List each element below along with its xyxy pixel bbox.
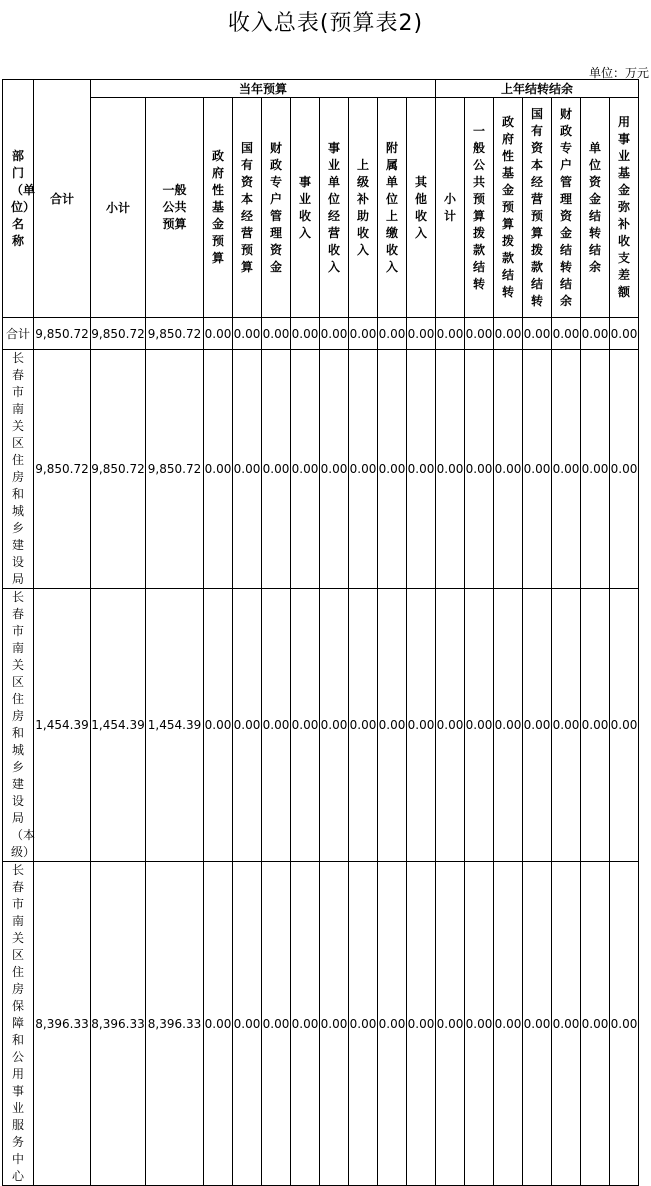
cell-value: 0.00 xyxy=(494,318,523,350)
cell-value: 0.00 xyxy=(436,862,465,1186)
header-last-subtotal: 小计 xyxy=(436,98,465,318)
header-dept: 部门（单位）名称 xyxy=(3,80,34,318)
cell-value: 0.00 xyxy=(233,318,262,350)
header-unit-fund-carry: 单位资金结转结余 xyxy=(581,98,610,318)
cell-value: 9,850.72 xyxy=(146,350,204,589)
cell-value: 1,454.39 xyxy=(34,589,91,862)
cell-value: 0.00 xyxy=(581,862,610,1186)
header-gov-fund: 政府性基金预算 xyxy=(204,98,233,318)
cell-value: 8,396.33 xyxy=(146,862,204,1186)
cell-value: 0.00 xyxy=(349,589,378,862)
cell-value: 0.00 xyxy=(494,350,523,589)
header-total: 合计 xyxy=(34,80,91,318)
cell-value: 0.00 xyxy=(320,862,349,1186)
group-current-year: 当年预算 xyxy=(91,80,436,98)
cell-value: 8,396.33 xyxy=(34,862,91,1186)
cell-value: 0.00 xyxy=(349,318,378,350)
table-row xyxy=(3,350,639,589)
row-dept-name: 长春市南关区住房和城乡建设局（本级） xyxy=(3,589,34,862)
income-summary-table xyxy=(2,79,639,1186)
cell-value: 9,850.72 xyxy=(91,318,146,350)
cell-value: 0.00 xyxy=(233,589,262,862)
cell-value: 0.00 xyxy=(581,350,610,589)
header-general-carry: 一般公共预算拨款结转 xyxy=(465,98,494,318)
cell-value: 0.00 xyxy=(291,589,320,862)
cell-value: 0.00 xyxy=(320,350,349,589)
cell-value: 0.00 xyxy=(610,862,639,1186)
header-subordinate-income: 附属单位上缴收入 xyxy=(378,98,407,318)
cell-value: 0.00 xyxy=(552,318,581,350)
cell-value: 0.00 xyxy=(262,318,291,350)
cell-value: 0.00 xyxy=(523,862,552,1186)
cell-value: 1,454.39 xyxy=(146,589,204,862)
cell-value: 0.00 xyxy=(465,318,494,350)
cell-value: 0.00 xyxy=(378,318,407,350)
cell-value: 0.00 xyxy=(494,862,523,1186)
header-fiscal-special-carry: 财政专户管理资金结转结余 xyxy=(552,98,581,318)
header-current-subtotal: 小计 xyxy=(91,98,146,318)
page-title: 收入总表(预算表2) xyxy=(227,11,424,36)
cell-value: 0.00 xyxy=(378,589,407,862)
cell-value: 0.00 xyxy=(291,318,320,350)
table-row xyxy=(3,318,639,350)
cell-value: 0.00 xyxy=(552,350,581,589)
cell-value: 0.00 xyxy=(436,318,465,350)
cell-value: 0.00 xyxy=(494,589,523,862)
cell-value: 0.00 xyxy=(378,350,407,589)
cell-value: 0.00 xyxy=(465,862,494,1186)
cell-value: 8,396.33 xyxy=(91,862,146,1186)
cell-value: 0.00 xyxy=(465,589,494,862)
cell-value: 0.00 xyxy=(523,318,552,350)
row-dept-name: 合计 xyxy=(3,318,34,350)
cell-value: 0.00 xyxy=(262,350,291,589)
header-business-fund-offset: 用事业基金弥补收支差额 xyxy=(610,98,639,318)
cell-value: 0.00 xyxy=(610,589,639,862)
row-dept-name: 长春市南关区住房和城乡建设局 xyxy=(3,350,34,589)
group-last-year: 上年结转结余 xyxy=(436,80,639,98)
cell-value: 0.00 xyxy=(407,350,436,589)
cell-value: 0.00 xyxy=(407,589,436,862)
cell-value: 0.00 xyxy=(465,350,494,589)
header-general-budget: 一般公共预算 xyxy=(146,98,204,318)
cell-value: 0.00 xyxy=(204,589,233,862)
table-row xyxy=(3,589,639,862)
cell-value: 0.00 xyxy=(204,862,233,1186)
cell-value: 0.00 xyxy=(407,318,436,350)
cell-value: 0.00 xyxy=(320,318,349,350)
cell-value: 0.00 xyxy=(262,589,291,862)
cell-value: 0.00 xyxy=(349,862,378,1186)
cell-value: 0.00 xyxy=(204,318,233,350)
header-other-income: 其他收入 xyxy=(407,98,436,318)
cell-value: 0.00 xyxy=(581,318,610,350)
cell-value: 0.00 xyxy=(552,862,581,1186)
cell-value: 0.00 xyxy=(291,350,320,589)
cell-value: 0.00 xyxy=(436,350,465,589)
cell-value: 0.00 xyxy=(349,350,378,589)
header-fiscal-special: 财政专户管理资金 xyxy=(262,98,291,318)
cell-value: 0.00 xyxy=(436,589,465,862)
cell-value: 0.00 xyxy=(610,318,639,350)
header-state-capital: 国有资本经营预算 xyxy=(233,98,262,318)
cell-value: 0.00 xyxy=(233,350,262,589)
header-gov-fund-carry: 政府性基金预算拨款结转 xyxy=(494,98,523,318)
cell-value: 0.00 xyxy=(291,862,320,1186)
cell-value: 9,850.72 xyxy=(34,318,91,350)
cell-value: 0.00 xyxy=(204,350,233,589)
cell-value: 0.00 xyxy=(378,862,407,1186)
cell-value: 1,454.39 xyxy=(91,589,146,862)
header-operating-income: 事业单位经营收入 xyxy=(320,98,349,318)
header-superior-subsidy: 上级补助收入 xyxy=(349,98,378,318)
cell-value: 0.00 xyxy=(552,589,581,862)
cell-value: 0.00 xyxy=(581,589,610,862)
table-row xyxy=(3,862,639,1186)
header-business-income: 事业收入 xyxy=(291,98,320,318)
cell-value: 0.00 xyxy=(262,862,291,1186)
cell-value: 0.00 xyxy=(523,589,552,862)
cell-value: 9,850.72 xyxy=(146,318,204,350)
row-dept-name: 长春市南关区住房保障和公用事业服务中心 xyxy=(3,862,34,1186)
cell-value: 0.00 xyxy=(610,350,639,589)
cell-value: 0.00 xyxy=(523,350,552,589)
header-state-capital-carry: 国有资本经营预算拨款结转 xyxy=(523,98,552,318)
cell-value: 0.00 xyxy=(407,862,436,1186)
unit-label: 单位：万元 xyxy=(588,66,649,80)
cell-value: 9,850.72 xyxy=(91,350,146,589)
cell-value: 0.00 xyxy=(233,862,262,1186)
cell-value: 9,850.72 xyxy=(34,350,91,589)
cell-value: 0.00 xyxy=(320,589,349,862)
